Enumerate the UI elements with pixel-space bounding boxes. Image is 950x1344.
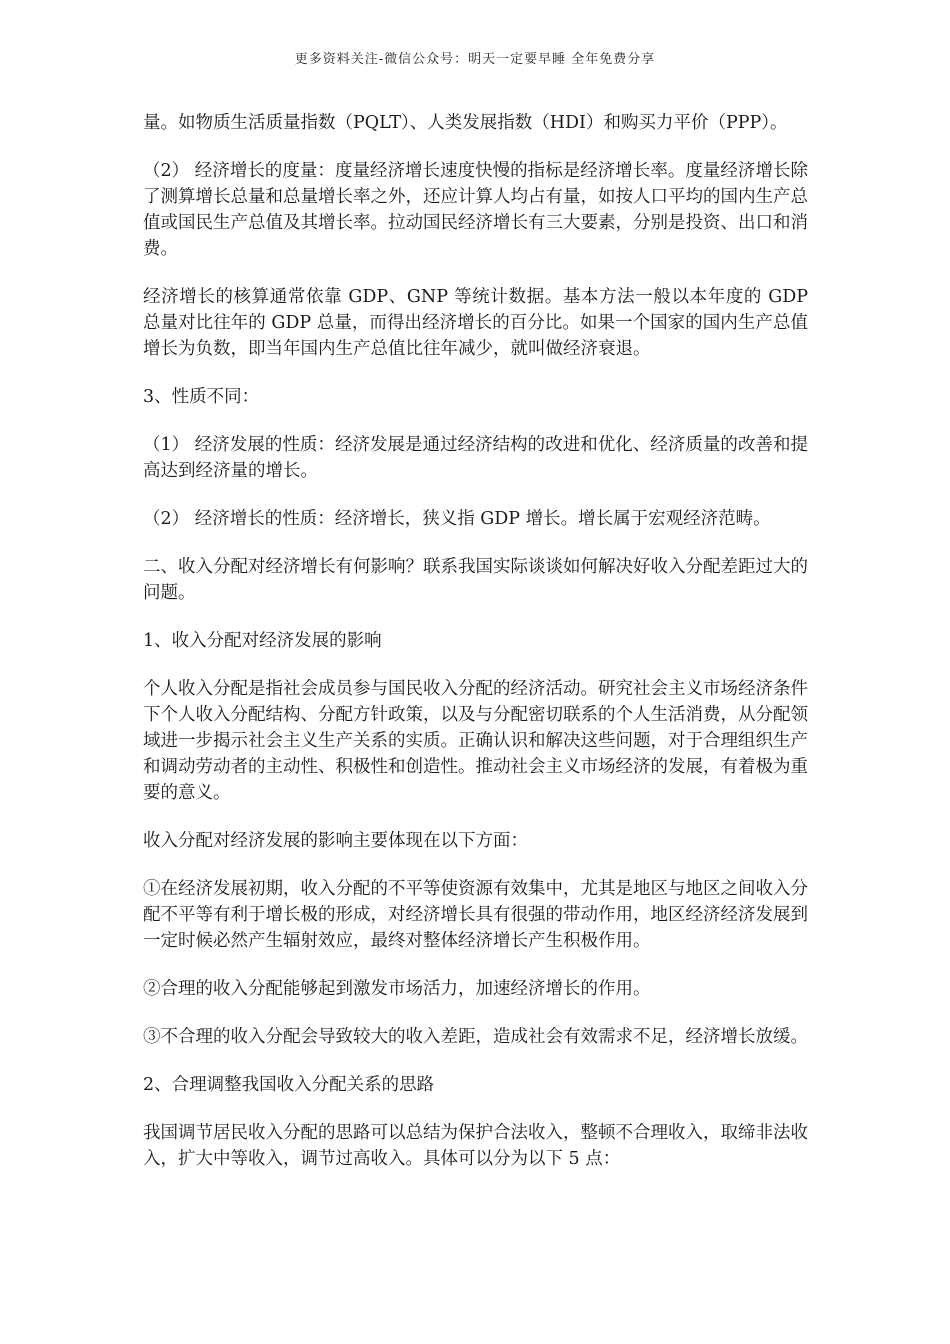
paragraph-growth-nature: （2） 经济增长的性质：经济增长，狭义指 GDP 增长。增长属于宏观经济范畴。 <box>143 509 771 529</box>
page-header: 更多资料关注-微信公众号：明天一定要早睡 全年免费分享 <box>294 52 656 67</box>
heading-nature-difference: 3、性质不同： <box>143 387 260 407</box>
heading-income-distribution-impact: 1、收入分配对经济发展的影响 <box>143 631 382 651</box>
heading-adjustment-approach: 2、合理调整我国收入分配关系的思路 <box>143 1075 435 1095</box>
heading-question-two: 二、收入分配对经济增长有何影响？联系我国实际谈谈如何解决好收入分配差距过大的问题。 <box>143 557 808 603</box>
paragraph-impact-point-1: ①在经济发展初期，收入分配的不平等使资源有效集中，尤其是地区与地区之间收入分配不平等有利于增长极的形成，对经济增长具有很强的带动作用，地区经济经济发展到一定时候必然产生辐射效应，最终对整体经济增长产生积极作用。 <box>143 879 808 951</box>
paragraph-development-nature: （1） 经济发展的性质：经济发展是通过经济结构的改进和优化、经济质量的改善和提高达到经济量的增长。 <box>143 435 808 481</box>
paragraph-growth-accounting: 经济增长的核算通常依靠 GDP、GNP 等统计数据。基本方法一般以本年度的 GDP 总量对比往年的 GDP 总量，而得出经济增长的百分比。如果一个国家的国内生产总值增长为负数，即当年国内生产总值比往年减少，就叫做经济衰退。 <box>143 287 808 359</box>
paragraph-impact-point-3: ③不合理的收入分配会导致较大的收入差距，造成社会有效需求不足，经济增长放缓。 <box>143 1027 808 1047</box>
paragraph-growth-measurement: （2） 经济增长的度量：度量经济增长速度快慢的指标是经济增长率。度量经济增长除了测算增长总量和总量增长率之外，还应计算人均占有量，如按人口平均的国内生产总值或国民生产总值及其增长率。拉动国民经济增长有三大要素，分别是投资、出口和消费。 <box>143 161 808 259</box>
paragraph-impact-point-2: ②合理的收入分配能够起到激发市场活力，加速经济增长的作用。 <box>143 979 651 999</box>
paragraph-impact-intro: 收入分配对经济发展的影响主要体现在以下方面： <box>143 831 528 851</box>
paragraph-adjustment-summary: 我国调节居民收入分配的思路可以总结为保护合法收入，整顿不合理收入，取缔非法收入，扩大中等收入，调节过高收入。具体可以分为以下 5 点： <box>143 1123 808 1169</box>
document-body <box>143 110 808 1194</box>
paragraph-personal-income-distribution: 个人收入分配是指社会成员参与国民收入分配的经济活动。研究社会主义市场经济条件下个人收入分配结构、分配方针政策，以及与分配密切联系的个人生活消费，从分配领域进一步揭示社会主义生产关系的实质。正确认识和解决这些问题，对于合理组织生产和调动劳动者的主动性、积极性和创造性。推动社会主义市场经济的发展，有着极为重要的意义。 <box>143 679 808 803</box>
paragraph-quality-indices: 量。如物质生活质量指数（PQLT）、人类发展指数（HDI）和购买力平价（PPP）。 <box>143 113 788 133</box>
